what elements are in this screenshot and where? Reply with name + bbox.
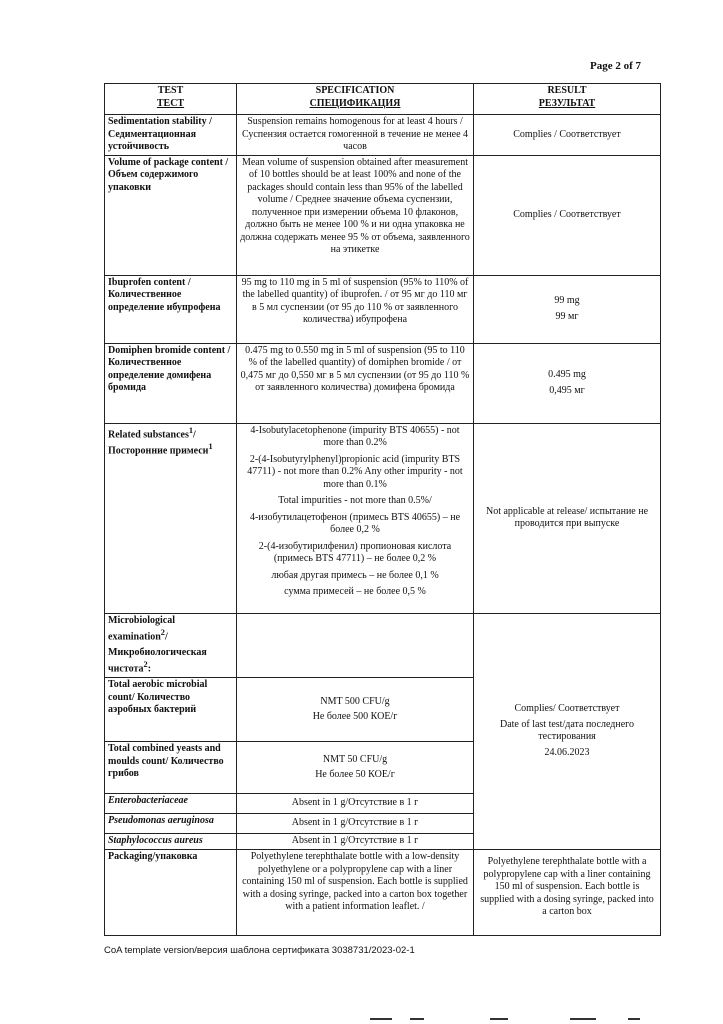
- header-test: TEST ТЕСТ: [105, 84, 237, 115]
- result-volume: Complies / Соответствует: [474, 155, 661, 275]
- header-result: RESULT РЕЗУЛЬТАТ: [474, 84, 661, 115]
- spec-pseudomonas: Absent in 1 g/Отсутствие в 1 г: [237, 814, 474, 834]
- spec-microbiological: [237, 613, 474, 678]
- result-related-substances: Not applicable at release/ испытание не проводится при выпуске: [474, 423, 661, 613]
- spec-sedimentation: Suspension remains homogenous for at least 4 hours / Суспензия остается гомогенной в течение не менее 4 часов: [237, 115, 474, 156]
- test-aerobic-count: Total aerobic microbial count/ Количество аэробных бактерий: [105, 678, 237, 742]
- spec-packaging: Polyethylene terephthalate bottle with a low-density polyethylene or a polypropylene cap with a liner containing 150 ml of suspension. Each bottle is supplied with a dosing syringe, packed into a carton box together with a patient information leaflet. /: [237, 850, 474, 936]
- spec-related-substances: 4-Isobutylacetophenone (impurity BTS 40655) - not more than 0.2% 2-(4-Isobutyrylphenyl)propionic acid (impurity BTS 47711) - not more than 0.2% Any other impurity - not more than 0.1% Total impurities - not more than 0.5%/ 4-изобутилацетофенон (примесь BTS 40655) – не более 0,2 % 2-(4-изобутирилфенил) пропионовая кислота (примесь BTS 47711) – не более 0,2 % любая другая примесь – не более 0,1 % сумма примесей – не более 0,5 %: [237, 423, 474, 613]
- table-row: [105, 423, 661, 613]
- test-enterobacteriaceae: Enterobacteriaceae: [105, 794, 237, 814]
- table-row: [105, 343, 661, 423]
- test-volume: Volume of package content / Объем содержимого упаковки: [105, 155, 237, 275]
- table-row: [105, 155, 661, 275]
- table-header: [105, 84, 661, 115]
- test-yeasts-moulds: Total combined yeasts and moulds count/ Количество грибов: [105, 742, 237, 794]
- spec-staphylococcus: Absent in 1 g/Отсутствие в 1 г: [237, 834, 474, 850]
- scan-artifact-marks: [370, 1018, 670, 1020]
- test-related-substances: Related substances$^1$/ Посторонние примеси$^1$: [105, 423, 237, 613]
- table-row: [105, 115, 661, 156]
- table-row: [105, 850, 661, 936]
- table-row: [105, 613, 661, 678]
- result-ibuprofen: 99 mg 99 мг: [474, 275, 661, 343]
- spec-enterobacteriaceae: Absent in 1 g/Отсутствие в 1 г: [237, 794, 474, 814]
- spec-volume: Mean volume of suspension obtained after measurement of 10 bottles should be at least 100% and none of the packages should contain less than 95% of the labelled volume / Среднее значение объема суспензии, полученное при измерении объема 10 флаконов, должно быть не менее 100 % и ни одна упаковка не должна содержать менее 95 % от объема, заявленного на этикетке: [237, 155, 474, 275]
- page-number: Page 2 of 7: [590, 60, 642, 72]
- spec-domiphen: 0.475 mg to 0.550 mg in 5 ml of suspension (95 to 110 % of the labelled quantity) of domiphen bromide / от 0,475 мг до 0,550 мг в 5 мл суспензии (от 95 до 110 % от заявленного количества) домифена бромида: [237, 343, 474, 423]
- result-domiphen: 0.495 mg 0,495 мг: [474, 343, 661, 423]
- result-sedimentation: Complies / Соответствует: [474, 115, 661, 156]
- template-version-footer: CoA template version/версия шаблона сертификата 3038731/2023-02-1: [104, 945, 415, 956]
- test-microbiological: Microbiological examination$^2$/ Микробиологическая чистота$^2$:: [105, 613, 237, 678]
- test-pseudomonas: Pseudomonas aeruginosa: [105, 814, 237, 834]
- table-row: [105, 275, 661, 343]
- spec-ibuprofen: 95 mg to 110 mg in 5 ml of suspension (95% to 110% of the labelled quantity) of ibuprofen. / от 95 мг до 110 мг в 5 мл суспензии (от 95 до 110 % от заявленного количества) ибупрофена: [237, 275, 474, 343]
- test-sedimentation: Sedimentation stability / Седиментационная устойчивость: [105, 115, 237, 156]
- test-ibuprofen: Ibuprofen content / Количественное определение ибупрофена: [105, 275, 237, 343]
- spec-aerobic-count: NMT 500 CFU/g Не более 500 КОЕ/г: [237, 678, 474, 742]
- result-microbiological: Complies/ Соответствует Date of last test/дата последнего тестирования 24.06.2023: [474, 613, 661, 850]
- specification-table: [104, 83, 661, 936]
- test-packaging: Packaging/упаковка: [105, 850, 237, 936]
- test-staphylococcus: Staphylococcus aureus: [105, 834, 237, 850]
- spec-yeasts-moulds: NMT 50 CFU/g Не более 50 КОЕ/г: [237, 742, 474, 794]
- header-specification: SPECIFICATION СПЕЦИФИКАЦИЯ: [237, 84, 474, 115]
- test-domiphen: Domiphen bromide content / Количественное определение домифена бромида: [105, 343, 237, 423]
- result-packaging: Polyethylene terephthalate bottle with a polypropylene cap with a liner containing 150 ml of suspension. Each bottle is supplied with a dosing syringe, packed into a carton box: [474, 850, 661, 936]
